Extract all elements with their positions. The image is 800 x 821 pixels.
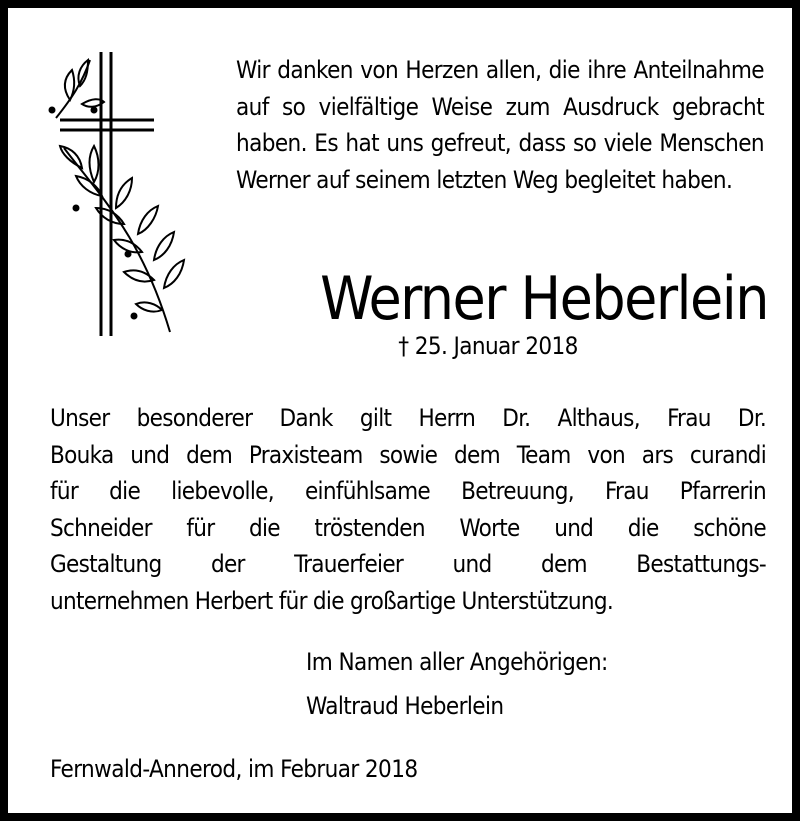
thanks-line: Unser besonderer Dank gilt Herrn Dr. Althaus, Frau Dr. xyxy=(50,404,766,432)
thanks-line: Schneider für die tröstenden Worte und die schöne xyxy=(50,513,766,542)
thank-you-intro: Wir danken von Herzen allen, die ihre Anteilnahme auf so vielfältige Weise zum Ausdruck gebracht haben. Es hat uns gefreut, dass so viele Menschen Werner auf seinem letzten Weg begleitet haben. xyxy=(236,56,764,194)
place-and-date: Fernwald-Annerod, im Februar 2018 xyxy=(50,755,418,783)
deceased-name: Werner Heberlein xyxy=(320,264,768,334)
thanks-line: Bouka und dem Praxisteam sowie dem Team von ars curandi xyxy=(50,440,766,469)
special-thanks-paragraph xyxy=(50,400,766,619)
thanks-line: Gestaltung der Trauerfeier und dem Bestattungs- xyxy=(50,550,766,578)
cross-with-palm-branches-icon xyxy=(42,48,192,344)
thanks-line: unternehmen Herbert für die großartige Unterstützung. xyxy=(50,586,613,615)
signature-intro: Im Namen aller Angehörigen: xyxy=(306,648,608,676)
death-date: † 25. Januar 2018 xyxy=(398,332,578,360)
signature-name: Waltraud Heberlein xyxy=(306,692,504,720)
thanks-line: für die liebevolle, einfühlsame Betreuung, Frau Pfarrerin xyxy=(50,477,766,505)
